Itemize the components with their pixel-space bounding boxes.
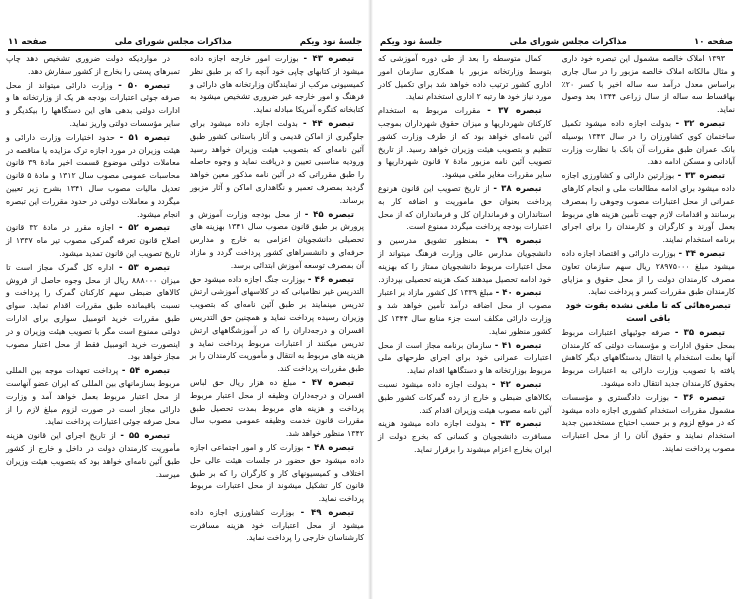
paragraph [562, 118, 736, 169]
note-text: ۱۳۹۳ املاک خالصه مشمول این تبصره خود داری و مثال مالکانه املاک خالصه مزبور را در سال جاری براساس معدل درآمد سه ساله اخیر با کسر ۲۰٪ بهاقساط سه ساله از سال زراعی ۱۳۴۴ بعد وصول نماید. [561, 54, 735, 115]
paragraph [378, 53, 552, 104]
note-text: مبلغ ۱۳۳۹ کل کشور مازاد بر اعتبار مصوب از محل اضافه درآمد تأمین خواهد شد و وزارت دارائی مکلف است جزء منابع سال ۱۳۴۴ کل کشور منظور نماید. [378, 288, 552, 336]
note-text: بوزارت امور خارجه اجازه داده میشود از کتابهای چاپی خود آنچه را که بر طبق نظر کمیسیونی مرکب از نمایندگان وزارتخانه های دارائی و فرهنگ و امور خارجه غیر ضروری تشخیص میشود به کتابخانه کنگره آمریکا مبادله نماید. [190, 54, 364, 115]
paragraph [6, 222, 180, 260]
note-label: تبصره ۵۳ - [119, 262, 170, 273]
note-label: تبصره ۴۰ - [495, 288, 542, 299]
note-text: بدولت اجازه داده میشود نسبت بکالاهای ضبطی و خارج از رده گمرکات کشور طبق آئین نامه مصوب هیئت وزیران اقدام کند. [378, 379, 552, 415]
publication-title: مذاکرات مجلس شورای ملی [509, 37, 627, 47]
note-text: مبلغ ده هزار ریال حق لباس افسران و درجه‌داران وظیفه از محل اعتبار مربوط پرداخت و هزینه های مربوط بمدت تحصیل طبق مقررات قانون خدمت وظیفه عمومی مصوب سال ۱۳۴۲ منظور خواهد شد. [190, 377, 364, 439]
text-column [562, 53, 736, 458]
paragraph [378, 379, 552, 417]
note-text: از محل بودجه وزارت آموزش و پرورش بر طبق قانون مصوب سال ۱۳۴۱ بهزینه های تحصیلی دانشجویان اعزامی به خارج و مدارس حرفه‌ای و دانشسراهای کشور پرداخت گردد و مازاد آن بمصرف توسعه آموزش ابتدائی برسد. [190, 209, 364, 270]
note-label: تبصره ۴۷ - [302, 377, 354, 388]
paragraph [190, 377, 364, 441]
paragraph [6, 365, 180, 429]
note-text: حدود اختیارات وزارت دارائی و هیئت وزیران در مورد اجازه ترک مزایده یا مناقصه در معاملات دولتی موضوع قسمت اخیر مادهٔ ۳۹ قانون محاسبات عمومی مصوب سال ۱۳۱۲ و مادهٔ ۵ قانون تعدیل مالیات مصوب سال ۱۳۴۱ بشرح زیر تعیین میگردد و معاملات دولتی در حدود مقررات این تبصره انجام میشود. [6, 132, 180, 219]
paragraph [190, 209, 364, 273]
note-label: تبصره ۳۷ - [487, 106, 542, 117]
publication-title: مذاکرات مجلس شورای ملی [114, 37, 232, 47]
paragraph [190, 53, 364, 117]
note-text: بدولت اجازه داده میشود هزینه مسافرت دانشجویان و کسانی که بخرج دولت از ایران بخارج اعزام میشوند را برقرار نماید. [378, 419, 552, 454]
paragraph [6, 53, 180, 79]
note-label: تبصره ۳۹ - [485, 236, 542, 247]
paragraph [562, 53, 736, 117]
paragraph [378, 183, 552, 234]
paragraph [190, 507, 364, 545]
note-text: از تاریخ اجرای این قانون هزینه مأموریت کارمندان دولت در داخل و خارج از کشور طبق آئین نامه‌ای خواهد بود که بتصویب هیئت وزیران میرسد. [6, 431, 180, 479]
note-text: بوزارتین دارائی و کشاورزی اجازه داده میشود برای ادامه مطالعات ملی و انجام کارهای عمرانی از محل اعتبارات مصوب وجوهی را بمصرف برسانند و اقدامات لازم جهت تأمین هزینه های مربوط بعمل آورند و کارگران و کارمندان را برای اجرای برنامه استخدام نمایند. [561, 171, 735, 245]
note-text: بوزارت دارائی و اقتصاد اجازه داده میشود مبلغ ۲۸۹۷۵۰۰۰ ریال سهم سازمان تعاون مصرف کارمندان دولت را از محل حقوق و مزایای کارمندان طبق مقررات کسر و پرداخت نماید. [561, 248, 735, 297]
page-header [380, 33, 733, 51]
paragraph [562, 248, 736, 299]
paragraph [378, 235, 552, 286]
note-label: تبصره ۵۲ - [119, 223, 170, 234]
note-text: اجازه مقرر در مادهٔ ۳۲ قانون اصلاح قانون تعرفه گمرکی مصوب تیر ماه ۱۳۳۷ از تاریخ تصویب این قانون تمدید میشود. [6, 223, 180, 258]
note-text: بوزارت کار و امور اجتماعی اجازه داده میشود حق حضور در جلسات هیئت عالی حل اختلاف و کمیسیونهای کار و کارگران را که بر طبق قانون کار تشکیل میشوند از محل اعتبارات مربوط پرداخت نماید. [190, 442, 364, 504]
note-text: بدولت اجازه داده میشود تکمیل ساختمان کوی کشاورزان را در سال ۱۳۴۳ بوسیله بانک عمران طبق مقررات آن بانک با نظارت وزارت آبادانی و مسکن ادامه دهد. [561, 118, 735, 167]
note-text: بدولت اجازه داده میشود برای جلوگیری از اماکن قدیمی و آثار باستانی کشور طبق آئین نامه‌ای که بتصویب هیئت وزیران خواهد رسید وروديه مناسبی تعیین و دریافت نماید و وجوه حاصله را طبق مقرراتی که در آئین نامه مذکور معین خواهد گردید بمصرف تعمیر و نگاهداری اماکن و آثار مزبور برساند. [190, 118, 364, 205]
note-text: صرفه جوئیهای اعتبارات مربوط بمحل حقوق ادارات و مؤسسات دولتی که کارمندان آنها بعلت استخدام یا انتقال بدستگاههای دیگر کاهش یافته با تصویب وزارت دارائی به اعتبارات مربوط بحقوق کارمندان جدید انتقال داده میشود. [561, 327, 735, 388]
note-label: تبصره ۳۶ - [674, 392, 726, 403]
paragraph [378, 418, 552, 456]
page-header [8, 33, 362, 51]
note-label: تبصره ۴۳ - [303, 54, 354, 64]
paragraph [190, 442, 364, 506]
note-text: بوزارت کشاورزی اجازه داده میشود از محل اعتبارات خود هزینه مسافرت کارشناسان خارجی را پرداخت نماید. [190, 507, 364, 543]
note-text: بوزارت دادگستری و مؤسسات مشمول مقررات استخدام کشوری اجازه داده میشود که در موقع لزوم و بر حسب احتیاج مستخدمین جدید استخدام نمایند و حقوق آنان را از محل اعتبارات مصوب پرداخت نمایند. [561, 392, 735, 453]
note-text: بوزارت جنگ اجازه داده میشود حق التدریس غیر نظامیانی که در کلاسهای آموزشی ارتش تدریس مینمایند بر طبق آئین نامه‌ای که بتصویب وزیران رسیده پرداخت نماید و همچنین حق التدریس افسران و درجه‌داران را که در آموزشگاههای ارتش تدریس میکنند از اعتبارات مربوط پرداخت نماید و هزینه های مربوط به انتقال و مأموریت کارمندان را بر طبق مقررات پرداخت کند. [190, 274, 364, 374]
note-label: تبصره ۴۴ - [303, 118, 354, 129]
note-label: تبصره ۵۱ - [119, 132, 170, 143]
note-label: تبصره ۳۴ - [678, 248, 725, 259]
note-label: تبصره ۴۸ - [306, 442, 355, 453]
note-text: کمال متوسطه را بعد از طی دوره آموزشی که بتوسط وزارتخانه مزبور با همکاری سازمان امور اداری کشور ترتیب داده خواهد شد برای تکمیل کادر مورد نیاز خود ها رتبه ۲ اداری استخدام نماید. [378, 54, 552, 102]
text-column [6, 53, 180, 546]
note-text: در مواردیکه دولت ضروری تشخیص دهد چاپ تمبرهای پستی را بخارج از کشور سفارش دهد. [6, 54, 180, 76]
paragraph [378, 287, 552, 338]
session-title: جلسهٔ نود ویکم [299, 37, 362, 47]
note-label: تبصره ۴۹ - [300, 507, 354, 518]
note-label: تبصره ۳۲ - [675, 118, 725, 129]
session-title: جلسهٔ نود ویکم [380, 37, 443, 47]
note-label: تبصره ۵۰ - [118, 80, 170, 91]
page-number: صفحه ۱۱ [8, 37, 47, 47]
note-label: تبصره ۴۳ - [491, 419, 542, 430]
paragraph [190, 274, 364, 376]
paragraph [6, 132, 180, 222]
note-text: مقررات مربوط به استخدام کارکنان شهرداریها و میزان حقوق شهرداران بموجب آئین نامه‌ای خواهد بود که از طرف وزارت کشور تنظیم و بتصویب هیئت وزیران خواهد رسید. از تاریخ تصویب آئین نامه مزبور مادهٔ ۷ قانون شهرداریها و سایر مقررات مغایر ملغی میشود. [378, 106, 552, 180]
note-text: پرداخت تعهدات موجه بین المللی مربوط بسازمانهای بین المللی که ایران عضو آنهاست از محل اعتبار مربوط بعمل خواهد آمد و وزارت دارائی مجاز است در صورت لزوم مبلغ لازم را از محل صرفه جوئی اعتبارات پرداخت نماید. [6, 366, 180, 427]
text-column [378, 53, 552, 458]
paragraph [562, 392, 736, 456]
note-text: وزارت دارائی میتواند از محل صرفه جوئی اعتبارات بودجه هر یک از وزارتخانه ها و ادارات دولتی بدهی های این دستگاهها را بیکدیگر و سایر مؤسسات دولتی واریز نماید. [6, 80, 180, 128]
note-label: تبصره ۴۲ - [491, 379, 542, 390]
page-number: صفحه ۱۰ [694, 37, 733, 47]
note-text: از تاریخ تصویب این قانون هرنوع پرداخت بعنوان حق ماموریت و اضافه کار به استانداران و فرمانداران کل و فرمانداران که از محل اعتبارات بودجه پرداخت میگردد ممنوع است. [378, 183, 552, 232]
paragraph [378, 340, 552, 378]
paragraph [6, 262, 180, 364]
note-text: سازمان برنامه مجاز است از محل اعتبارات عمرانی خود برای اجرای طرحهای ملی مربوط بوزارتخانه ها و دستگاهها اقدام نماید. [378, 340, 552, 376]
paragraph [562, 327, 736, 391]
page-gutter [368, 0, 373, 599]
text-column [190, 53, 364, 546]
section-heading: تبصره‌هائی که تا ملغی نشده بقوت خود باقی است [565, 301, 731, 324]
note-label: تبصره ۴۶ - [307, 274, 354, 285]
note-label: تبصره ۵۴ - [121, 366, 170, 377]
paragraph [6, 80, 180, 131]
text-columns [6, 53, 364, 546]
paragraph [190, 118, 364, 208]
note-text: اداره کل گمرک مجاز است تا میزان ۸۸۸۰۰۰ ریال از محل وجوه حاصل از فروش کالاهای ضبطی سهم کارکنان گمرک را پرداخت و نسبت باقیمانده طبق مقررات اقدام نماید. سوای طبق مقررات خرید اتومبیل سواری برای ادارات دولتی ممنوع است مگر با تصویب هیئت وزیران و در اینصورت خرید اتومبیل فقط از محل اعتبار مصوب مجاز خواهد بود. [6, 262, 180, 362]
note-text: بمنظور تشویق مدرسین و دانشجویان مدارس عالی وزارت فرهنگ میتواند از محل اعتبارات مربوط دانشجویان ممتاز را که بهزینه خود ادامه تحصیل میدهند کمک هزینه تحصیلی بپردازد. [378, 236, 552, 284]
note-label: تبصره ۳۸ - [493, 183, 542, 194]
text-columns [378, 53, 735, 458]
paragraph [562, 170, 736, 247]
note-label: تبصره ۴۵ - [304, 209, 354, 220]
note-label: تبصره ۴۱ - [494, 340, 542, 351]
paragraph [6, 430, 180, 481]
note-label: تبصره ۵۵ - [120, 431, 170, 442]
note-label: تبصره ۳۳ - [677, 171, 725, 182]
note-label: تبصره ۳۵ - [674, 327, 725, 338]
paragraph [378, 105, 552, 182]
